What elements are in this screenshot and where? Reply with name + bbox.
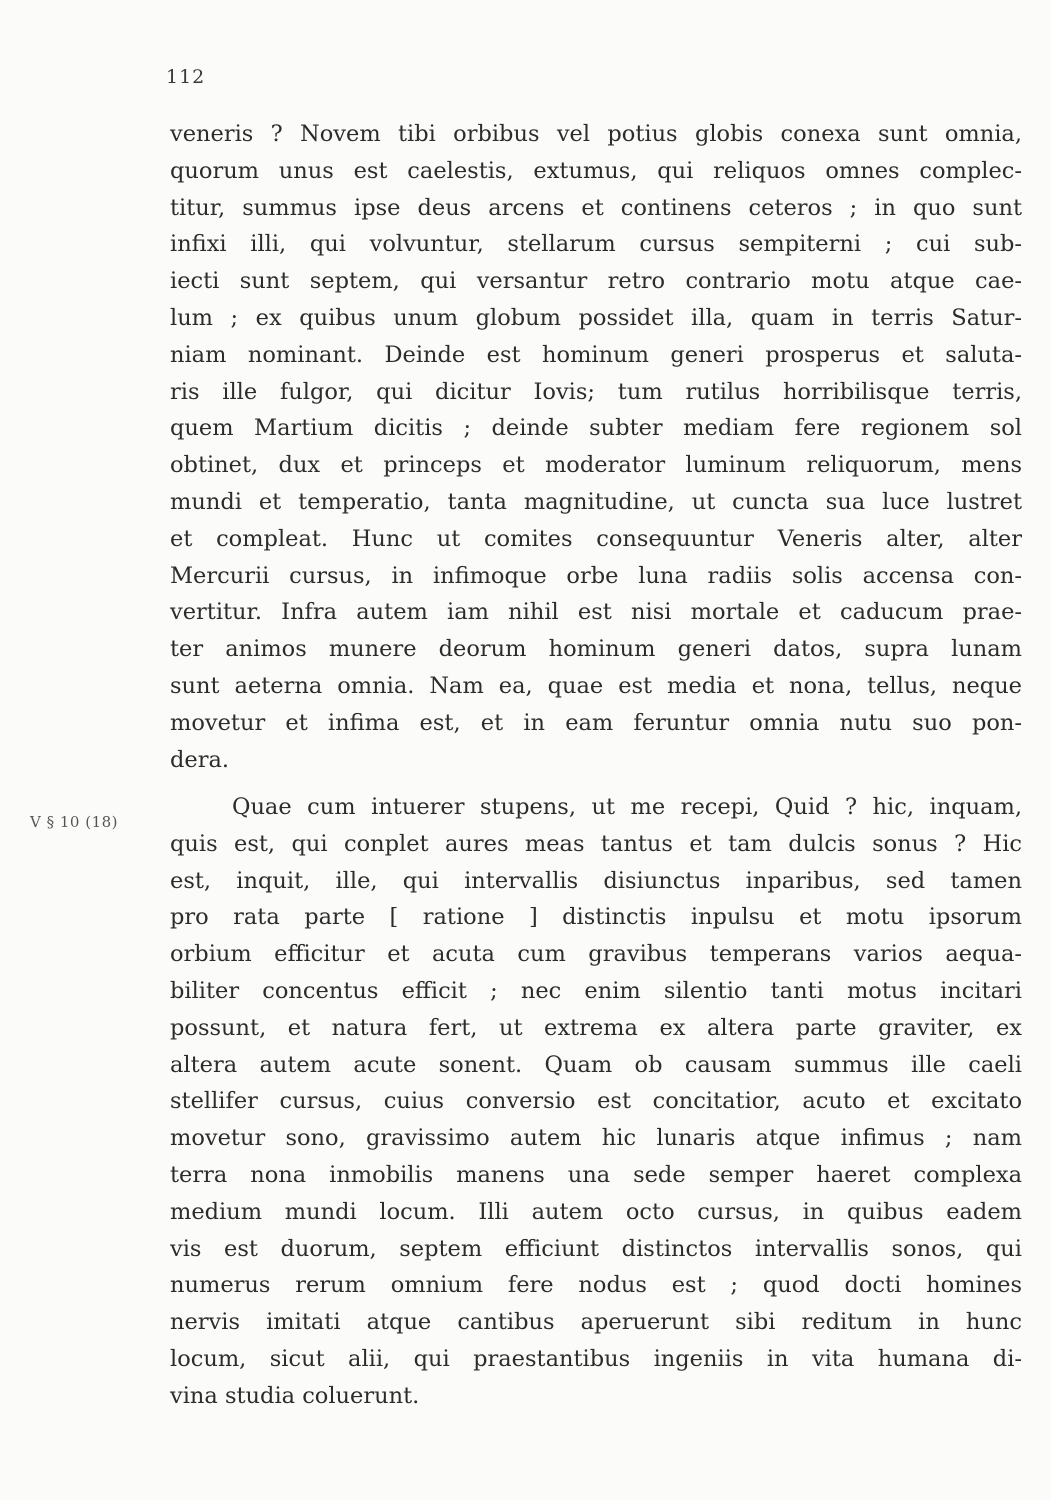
text-line: ter animos munere deorum hominum generi datos, supra lunam: [170, 636, 1022, 663]
text-line: movetur et infima est, et in eam feruntur omnia nutu suo pon-: [170, 709, 1022, 736]
text-line: locum, sicut alii, qui praestantibus ingeniis in vita humana di-: [170, 1345, 1022, 1372]
text-line: quem Martium dicitis ; deinde subter mediam fere regionem sol: [170, 415, 1022, 442]
text-line: obtinet, dux et princeps et moderator luminum reliquorum, mens: [170, 452, 1022, 479]
text-line: Mercurii cursus, in infimoque orbe luna radiis solis accensa con-: [170, 562, 1022, 589]
text-line: possunt, et natura fert, ut extrema ex altera parte graviter, ex: [170, 1014, 1022, 1041]
paragraph-1: [170, 116, 1022, 778]
text-line: lum ; ex quibus unum globum possidet illa, quam in terris Satur-: [170, 304, 1022, 331]
text-line: infixi illi, qui volvuntur, stellarum cursus sempiterni ; cui sub-: [170, 231, 1022, 258]
text-line: dera.: [170, 746, 230, 773]
text-line: mundi et temperatio, tanta magnitudine, ut cuncta sua luce lustret: [170, 488, 1022, 515]
margin-reference: V § 10 (18): [30, 813, 119, 831]
paragraph-2: [170, 789, 1022, 1415]
text-line: terra nona inmobilis manens una sede semper haeret complexa: [170, 1161, 1022, 1188]
text-line: orbium efficitur et acuta cum gravibus temperans varios aequa-: [170, 941, 1022, 968]
text-line: numerus rerum omnium fere nodus est ; quod docti homines: [170, 1272, 1022, 1299]
text-line: sunt aeterna omnia. Nam ea, quae est media et nona, tellus, neque: [170, 672, 1022, 699]
text-line: niam nominant. Deinde est hominum generi prosperus et saluta-: [170, 341, 1022, 368]
text-line: et compleat. Hunc ut comites consequuntur Veneris alter, alter: [170, 525, 1022, 552]
text-line: pro rata parte [ ratione ] distinctis inpulsu et motu ipsorum: [170, 904, 1022, 931]
text-line: Quae cum intuerer stupens, ut me recepi, Quid ? hic, inquam,: [232, 794, 1022, 820]
text-line: vina studia coluerunt.: [170, 1382, 420, 1409]
text-line: vis est duorum, septem efficiunt distinctos intervallis sonos, qui: [170, 1235, 1022, 1262]
text-line: biliter concentus efficit ; nec enim silentio tanti motus incitari: [170, 977, 1022, 1004]
text-line: movetur sono, gravissimo autem hic lunaris atque infimus ; nam: [170, 1125, 1022, 1152]
text-line: ris ille fulgor, qui dicitur Iovis; tum rutilus horribilisque terris,: [170, 378, 1022, 405]
text-line: veneris ? Novem tibi orbibus vel potius globis conexa sunt omnia,: [170, 121, 1022, 147]
text-line: iecti sunt septem, qui versantur retro contrario motu atque cae-: [170, 268, 1022, 295]
text-line: stellifer cursus, cuius conversio est concitatior, acuto et excitato: [170, 1088, 1022, 1115]
page-number: 112: [166, 66, 206, 88]
text-line: titur, summus ipse deus arcens et continens ceteros ; in quo sunt: [170, 194, 1022, 221]
text-line: quis est, qui conplet aures meas tantus et tam dulcis sonus ? Hic: [170, 830, 1022, 857]
text-line: medium mundi locum. Illi autem octo cursus, in quibus eadem: [170, 1198, 1022, 1225]
text-line: est, inquit, ille, qui intervallis disiunctus inparibus, sed tamen: [170, 867, 1022, 894]
text-line: altera autem acute sonent. Quam ob causam summus ille caeli: [170, 1051, 1022, 1078]
text-line: nervis imitati atque cantibus aperuerunt sibi reditum in hunc: [170, 1309, 1022, 1336]
text-line: vertitur. Infra autem iam nihil est nisi mortale et caducum prae-: [170, 599, 1022, 626]
text-line: quorum unus est caelestis, extumus, qui reliquos omnes complec-: [170, 157, 1022, 184]
